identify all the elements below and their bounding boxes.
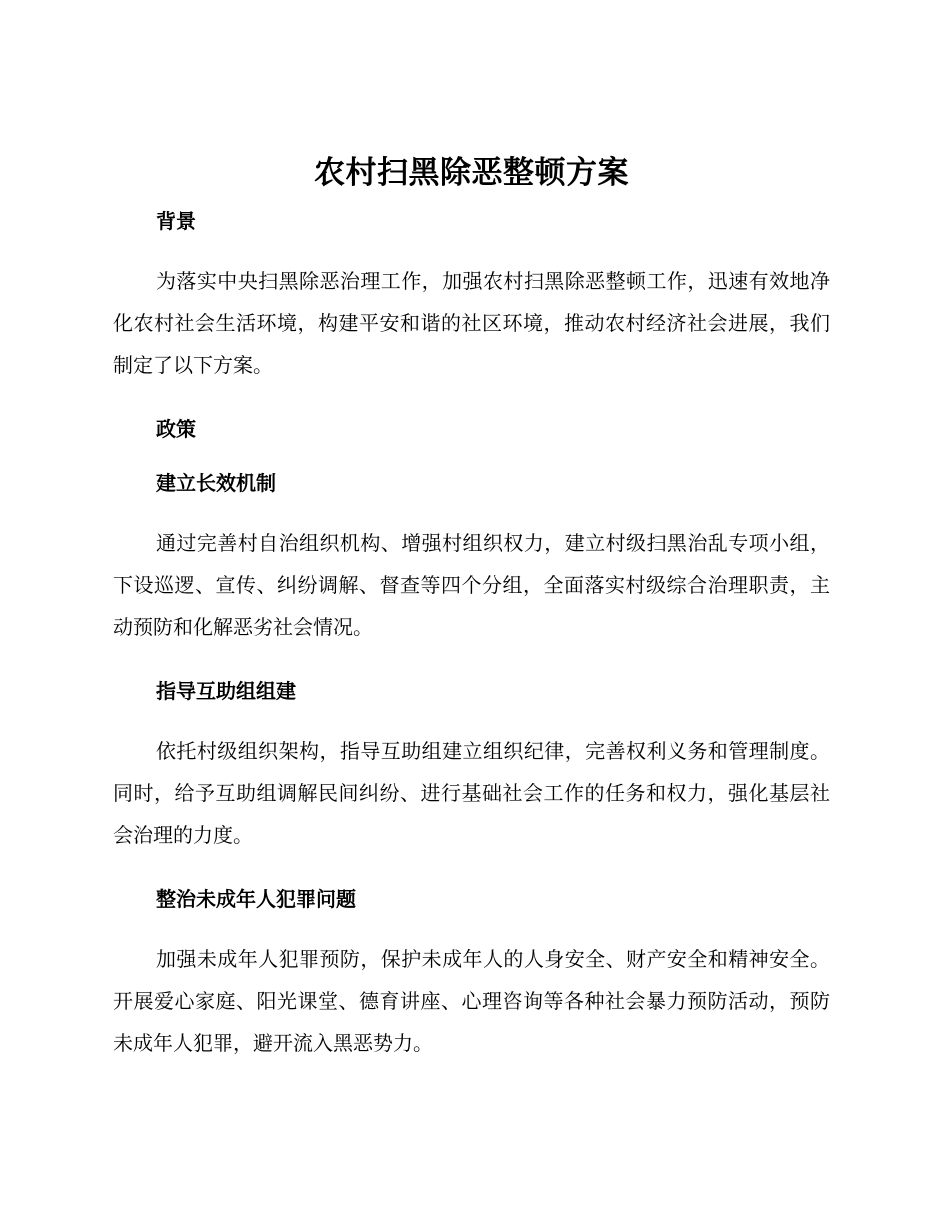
paragraph-background: 为落实中央扫黑除恶治理工作，加强农村扫黑除恶整顿工作，迅速有效地净化农村社会生活环境，构建平安和谐的社区环境，推动农村经济社会进展，我们制定了以下方案。 xyxy=(113,269,830,377)
heading-policy: 政策 xyxy=(156,417,196,441)
document-page xyxy=(113,150,830,1064)
heading-mutual-aid-groups: 指导互助组组建 xyxy=(156,679,296,703)
document-title: 农村扫黑除恶整顿方案 xyxy=(314,155,629,191)
paragraph-juvenile-crime: 加强未成年人犯罪预防，保护未成年人的人身安全、财产安全和精神安全。开展爱心家庭、阳光课堂、德育讲座、心理咨询等各种社会暴力预防活动，预防未成年人犯罪，避开流入黑恶势力。 xyxy=(113,947,830,1055)
heading-juvenile-crime: 整治未成年人犯罪问题 xyxy=(156,887,356,911)
paragraph-long-term-mechanism: 通过完善村自治组织机构、增强村组织权力，建立村级扫黑治乱专项小组，下设巡逻、宣传、纠纷调解、督查等四个分组，全面落实村级综合治理职责，主动预防和化解恶劣社会情况。 xyxy=(113,531,830,639)
heading-background: 背景 xyxy=(156,209,196,233)
heading-long-term-mechanism: 建立长效机制 xyxy=(156,471,276,495)
paragraph-mutual-aid-groups: 依托村级组织架构，指导互助组建立组织纪律，完善权利义务和管理制度。同时，给予互助组调解民间纠纷、进行基础社会工作的任务和权力，强化基层社会治理的力度。 xyxy=(113,739,830,847)
